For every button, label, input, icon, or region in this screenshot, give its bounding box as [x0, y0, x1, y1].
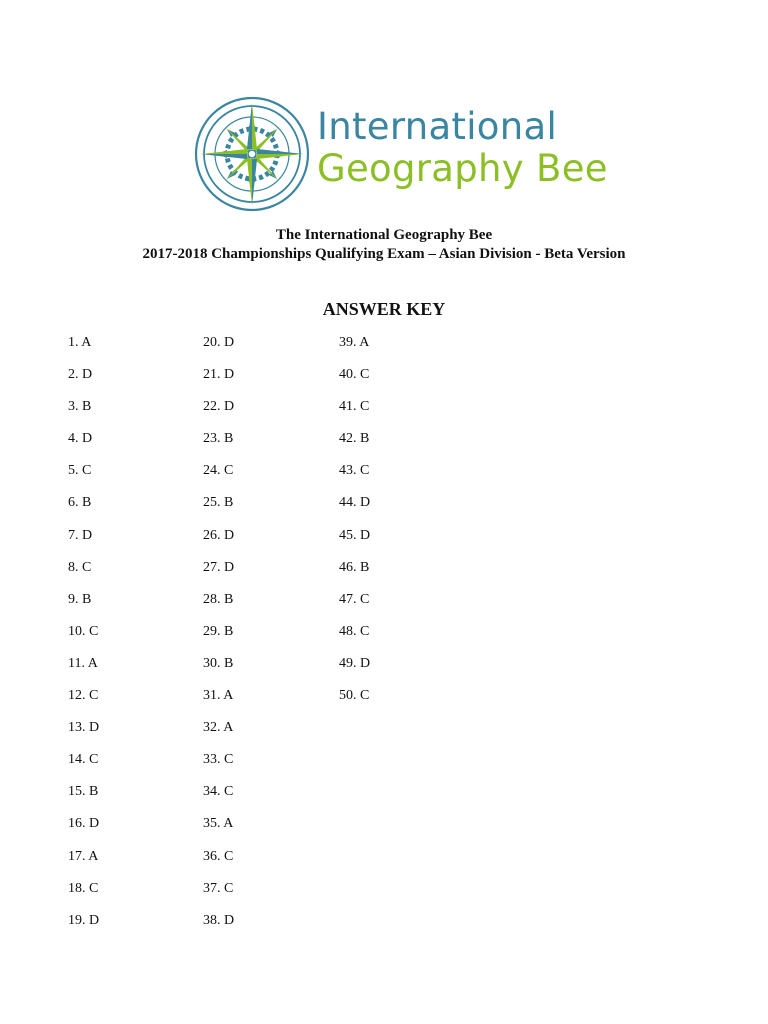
answer-item: 35. A [203, 816, 234, 832]
answer-item: 23. B [203, 431, 234, 447]
answer-item: 5. C [68, 463, 92, 479]
answer-item: 24. C [203, 463, 234, 479]
answer-item: 39. A [339, 335, 370, 350]
answer-column-2 [203, 334, 234, 944]
logo-text-geography-bee: Geography Bee [317, 147, 608, 190]
answer-item: 9. B [68, 591, 92, 607]
answer-item: 1. A [68, 335, 92, 350]
answer-item: 46. B [339, 559, 370, 575]
answer-item: 25. B [203, 495, 234, 511]
answer-item: 50. C [339, 688, 370, 704]
answer-item: 11. A [68, 655, 98, 671]
logo [193, 95, 608, 213]
answer-item: 10. C [68, 623, 99, 639]
answer-item: 8. C [68, 559, 92, 575]
answer-item: 26. D [203, 527, 235, 543]
answer-item: 40. C [339, 367, 370, 383]
answer-item: 20. D [203, 335, 235, 350]
answer-item: 30. B [203, 655, 234, 671]
answer-item: 37. C [203, 880, 234, 896]
answer-item: 29. B [203, 623, 234, 639]
answer-item: 22. D [203, 399, 235, 415]
answer-item: 33. C [203, 752, 234, 768]
answer-item: 2. D [68, 367, 93, 383]
answer-item: 28. B [203, 591, 234, 607]
answer-item: 31. A [203, 688, 234, 704]
answer-column-1 [68, 334, 99, 944]
answer-item: 6. B [68, 495, 92, 511]
logo-text-international: International [317, 105, 558, 148]
answer-item: 36. C [203, 848, 234, 864]
answer-item: 44. D [339, 495, 371, 511]
answer-item: 41. C [339, 399, 370, 415]
document-subtitle: 2017-2018 Championships Qualifying Exam – Asian Division - Beta Version [142, 246, 626, 262]
answer-item: 27. D [203, 559, 235, 575]
answer-item: 18. C [68, 880, 99, 896]
answer-item: 16. D [68, 816, 100, 832]
answer-item: 13. D [68, 720, 100, 736]
compass-rose-icon [193, 95, 311, 213]
answer-item: 45. D [339, 527, 371, 543]
answer-item: 17. A [68, 848, 99, 864]
answer-item: 12. C [68, 688, 99, 704]
answer-item: 32. A [203, 720, 234, 736]
answer-item: 38. D [203, 912, 235, 928]
answer-key-heading: ANSWER KEY [322, 299, 446, 319]
answer-item: 4. D [68, 431, 93, 447]
answer-item: 3. B [68, 399, 92, 415]
answer-item: 47. C [339, 591, 370, 607]
document-title: The International Geography Bee [275, 227, 493, 243]
answer-item: 49. D [339, 655, 371, 671]
answer-item: 19. D [68, 912, 100, 928]
answer-item: 43. C [339, 463, 370, 479]
answer-item: 15. B [68, 784, 99, 800]
answer-item: 34. C [203, 784, 234, 800]
answer-item: 14. C [68, 752, 99, 768]
answer-item: 48. C [339, 623, 370, 639]
answer-item: 42. B [339, 431, 370, 447]
answer-item: 21. D [203, 367, 235, 383]
answer-item: 7. D [68, 527, 93, 543]
answer-column-3 [339, 334, 370, 719]
